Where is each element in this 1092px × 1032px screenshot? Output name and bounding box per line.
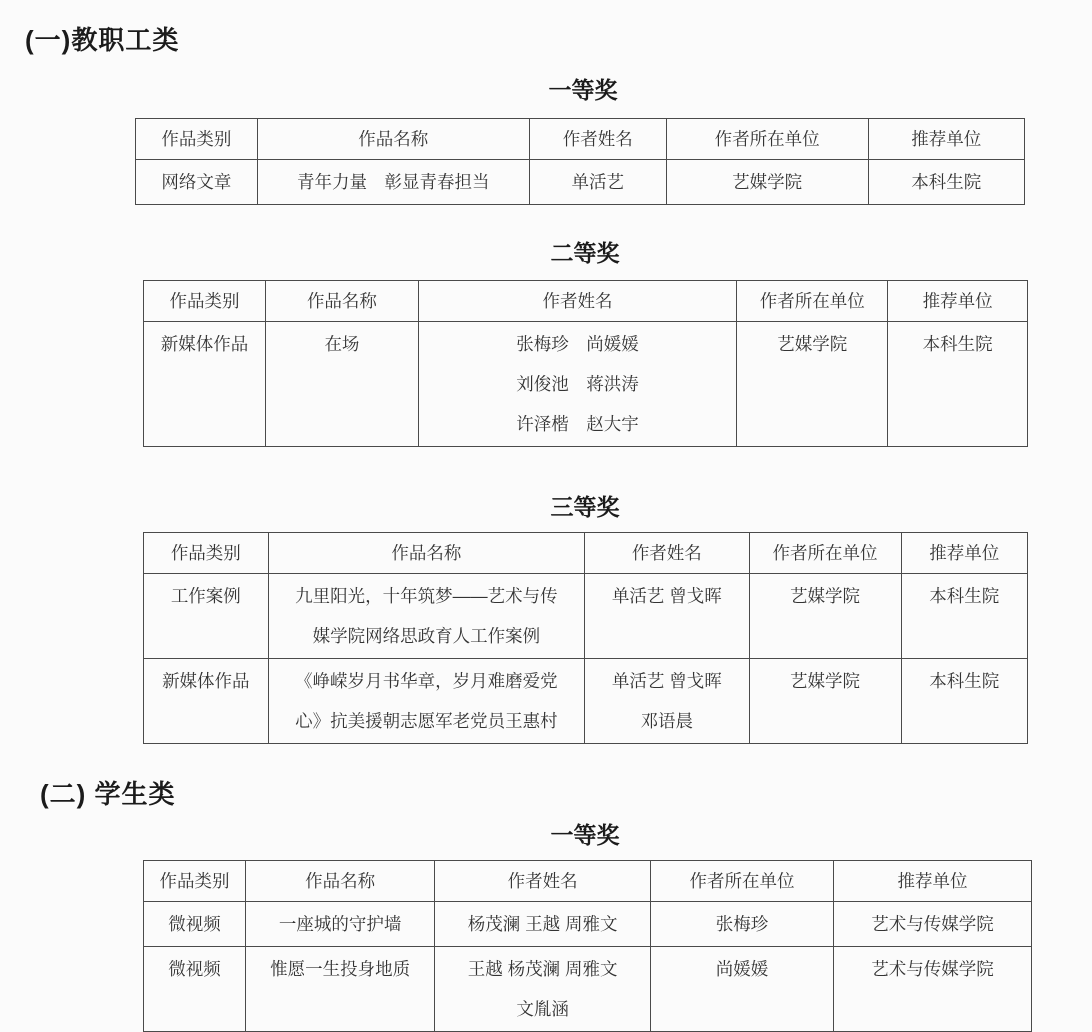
cell-line: 一座城的守护墙 [278,914,402,934]
cell-line: 艺媒学院 [732,172,803,192]
table-row [144,574,1028,659]
award-title-first-prize-faculty: 一等奖 [548,77,618,103]
award-table-second-prize-faculty [143,280,1028,447]
table-cell [749,574,901,659]
table-row [144,659,1028,744]
table-cell [651,902,834,947]
cell-line: 九里阳光，十年筑梦——艺术与传 [295,586,558,606]
table-cell [144,322,266,447]
table-cell [749,659,901,744]
table-cell [651,947,834,1032]
column-header: 作品名称 [268,533,584,574]
column-header: 作者所在单位 [666,119,868,160]
column-header: 推荐单位 [868,119,1025,160]
award-title-second-prize-faculty: 二等奖 [550,240,620,266]
cell-line: 艺术与传媒学院 [871,959,994,979]
table-cell [144,659,269,744]
table-cell [246,902,435,947]
header-row [144,281,1028,322]
column-header: 作品类别 [144,281,266,322]
cell-line: 单活艺 曾戈晖 [611,586,722,606]
table-cell [666,160,868,205]
table-row [144,902,1032,947]
header-row [136,119,1025,160]
cell-line: 艺术与传媒学院 [871,914,994,934]
cell-line: 艺媒学院 [777,334,848,354]
column-header: 作者姓名 [585,533,749,574]
cell-line: 惟愿一生投身地质 [270,959,411,979]
column-header: 作者所在单位 [651,861,834,902]
cell-line: 艺媒学院 [790,586,861,606]
cell-line: 心》抗美援朝志愿军老党员王惠村 [295,711,558,731]
cell-line: 本科生院 [929,671,1000,691]
cell-line: 《峥嵘岁月书华章，岁月难磨爱党 [295,671,558,691]
header-row [144,861,1032,902]
column-header: 作品名称 [265,281,418,322]
award-table-third-prize-faculty [143,532,1028,744]
column-header: 推荐单位 [888,281,1028,322]
column-header: 作者所在单位 [737,281,888,322]
table-cell [901,659,1027,744]
cell-line: 工作案例 [170,586,241,606]
column-header: 作者姓名 [418,281,736,322]
table-cell [435,902,651,947]
award-title-first-prize-students: 一等奖 [550,822,620,848]
cell-line: 邓语晨 [640,711,694,731]
award-table-first-prize-students [143,860,1032,1032]
cell-line: 张梅珍 [715,914,769,934]
cell-line: 新媒体作品 [160,334,249,354]
table-cell [833,902,1031,947]
cell-line: 微视频 [168,959,221,979]
table-row [144,322,1028,447]
award-title-third-prize-faculty: 三等奖 [550,494,620,520]
table-row [136,160,1025,205]
cell-line: 张梅珍 尚媛媛 [516,334,639,354]
column-header: 作品名称 [257,119,529,160]
cell-line: 单活艺 曾戈晖 [611,671,722,691]
column-header: 作品名称 [246,861,435,902]
table-cell [257,160,529,205]
cell-line: 新媒体作品 [162,671,250,691]
section-heading-students: (二) 学生类 [40,779,176,809]
cell-line: 媒学院网络思政育人工作案例 [312,626,541,646]
cell-line: 网络文章 [161,172,232,192]
table-cell [265,322,418,447]
cell-line: 本科生院 [922,334,993,354]
table-cell [144,574,269,659]
table-cell [418,322,736,447]
table-cell [585,659,749,744]
table-cell [268,659,584,744]
table-cell [737,322,888,447]
cell-line: 在场 [324,334,360,354]
table-cell [268,574,584,659]
table-cell [833,947,1031,1032]
cell-line: 许泽楷 赵大宇 [516,414,639,434]
table-cell [246,947,435,1032]
cell-line: 本科生院 [911,172,982,192]
award-table-first-prize-faculty [135,118,1025,205]
table-cell [144,947,246,1032]
table-cell [136,160,258,205]
column-header: 作者姓名 [435,861,651,902]
table-cell [144,902,246,947]
column-header: 作品类别 [136,119,258,160]
table-cell [901,574,1027,659]
cell-line: 青年力量 彰显青春担当 [297,172,490,192]
table-cell [888,322,1028,447]
column-header: 作者所在单位 [749,533,901,574]
column-header: 作品类别 [144,861,246,902]
cell-line: 杨茂澜 王越 周雅文 [467,914,618,934]
header-row [144,533,1028,574]
table-row [144,947,1032,1032]
cell-line: 微视频 [168,914,221,934]
cell-line: 单活艺 [571,172,624,192]
table-cell [868,160,1025,205]
section-heading-faculty: (一)教职工类 [25,25,180,55]
cell-line: 本科生院 [929,586,1000,606]
column-header: 推荐单位 [901,533,1027,574]
table-cell [529,160,666,205]
table-cell [585,574,749,659]
cell-line: 尚媛媛 [715,959,769,979]
column-header: 作品类别 [144,533,269,574]
cell-line: 刘俊池 蒋洪涛 [516,374,639,394]
cell-line: 文胤涵 [516,999,569,1019]
column-header: 作者姓名 [529,119,666,160]
column-header: 推荐单位 [833,861,1031,902]
table-cell [435,947,651,1032]
cell-line: 艺媒学院 [790,671,861,691]
cell-line: 王越 杨茂澜 周雅文 [467,959,618,979]
